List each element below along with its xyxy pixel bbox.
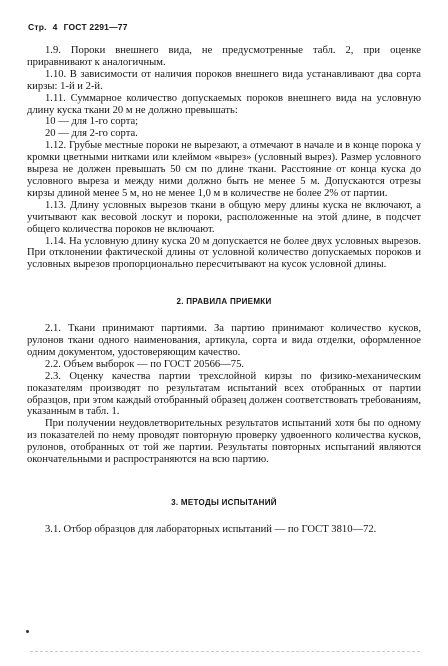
page-label: Стр. xyxy=(28,22,47,32)
section-2-title: 2. ПРАВИЛА ПРИЕМКИ xyxy=(176,297,272,307)
paragraph-1-9: 1.9. Пороки внешнего вида, не предусмотренные табл. 2, при оценке приравнивают к аналогичным. xyxy=(27,45,421,68)
section-3-title: 3. МЕТОДЫ ИСПЫТАНИЙ xyxy=(171,498,277,507)
page-header xyxy=(28,22,134,32)
paragraph-1-11-grade-1: 10 — для 1-го сорта; xyxy=(45,116,139,128)
paragraph-1-10: 1.10. В зависимости от наличия пороков внешнего вида устанавливают два сорта кирзы: 1-й и 2-й. xyxy=(27,68,421,92)
paragraph-1-11: 1.11. Суммарное количество допускаемых пороков внешнего вида на условную длину куска ткани 20 м не должно превышать: xyxy=(27,92,421,116)
paragraph-1-13: 1.13. Длину условных вырезов ткани в общую меру длины куска не включают, а учитывают как весовой лоскут и пороки, расположенные на этой длине, в подсчет общего количества пороков не включают. xyxy=(27,199,421,235)
paragraph-2-3: 2.3. Оценку качества партии трехслойной кирзы по физико-механическим показателям производят по результатам испытаний всех отобранных от партии образцов, при этом каждый отобранный образец должен соответствовать требованиям, указанным в табл. 1. xyxy=(27,370,421,418)
paragraph-1-14: 1.14. На условную длину куска 20 м допускается не более двух условных вырезов. При отклонении фактической длины от условной количество допускаемых пороков и условных вырезов пропорционально пересчитывают на кусок условной длины. xyxy=(27,235,421,271)
paragraph-2-3-retest: При получении неудовлетворительных результатов испытаний хотя бы по одному из показателей по нему проводят повторную проверку удвоенного количества кусков, рулонов, отобранных от той же партии. Результаты повторных испытаний являются окончательными и распространяются на всю партию. xyxy=(27,418,421,466)
footer-rule xyxy=(30,651,420,652)
page-body xyxy=(27,45,421,536)
page-number: 4 xyxy=(52,22,58,32)
paragraph-1-12: 1.12. Грубые местные пороки не вырезают, а отмечают в начале и в конце порока у кромки цветными нитками или клеймом «вырез» (условный вырез). Размер условного выреза не должен превышать 50 см по длине ткани. Расстояние от конца куска до условного выреза и между ними должно быть не менее 5 м. Допускаются отрезы кирзы длиной менее 5 м, но не менее 1,0 м в количестве не более 2% от партии. xyxy=(27,140,421,199)
paragraph-1-11-grade-2: 20 — для 2-го сорта. xyxy=(45,128,138,140)
paragraph-3-1: 3.1. Отбор образцов для лабораторных испытаний — по ГОСТ 3810—72. xyxy=(45,523,377,535)
paragraph-2-1: 2.1. Ткани принимают партиями. За партию принимают количество кусков, рулонов ткани одного наименования, артикула, сорта и вида отделки, оформленное одним документом, удостоверяющим качество. xyxy=(27,323,421,358)
footer-dot xyxy=(26,630,29,633)
paragraph-2-2: 2.2. Объем выборок — по ГОСТ 20566—75. xyxy=(45,358,245,370)
standard-id: ГОСТ 2291—77 xyxy=(63,22,128,32)
